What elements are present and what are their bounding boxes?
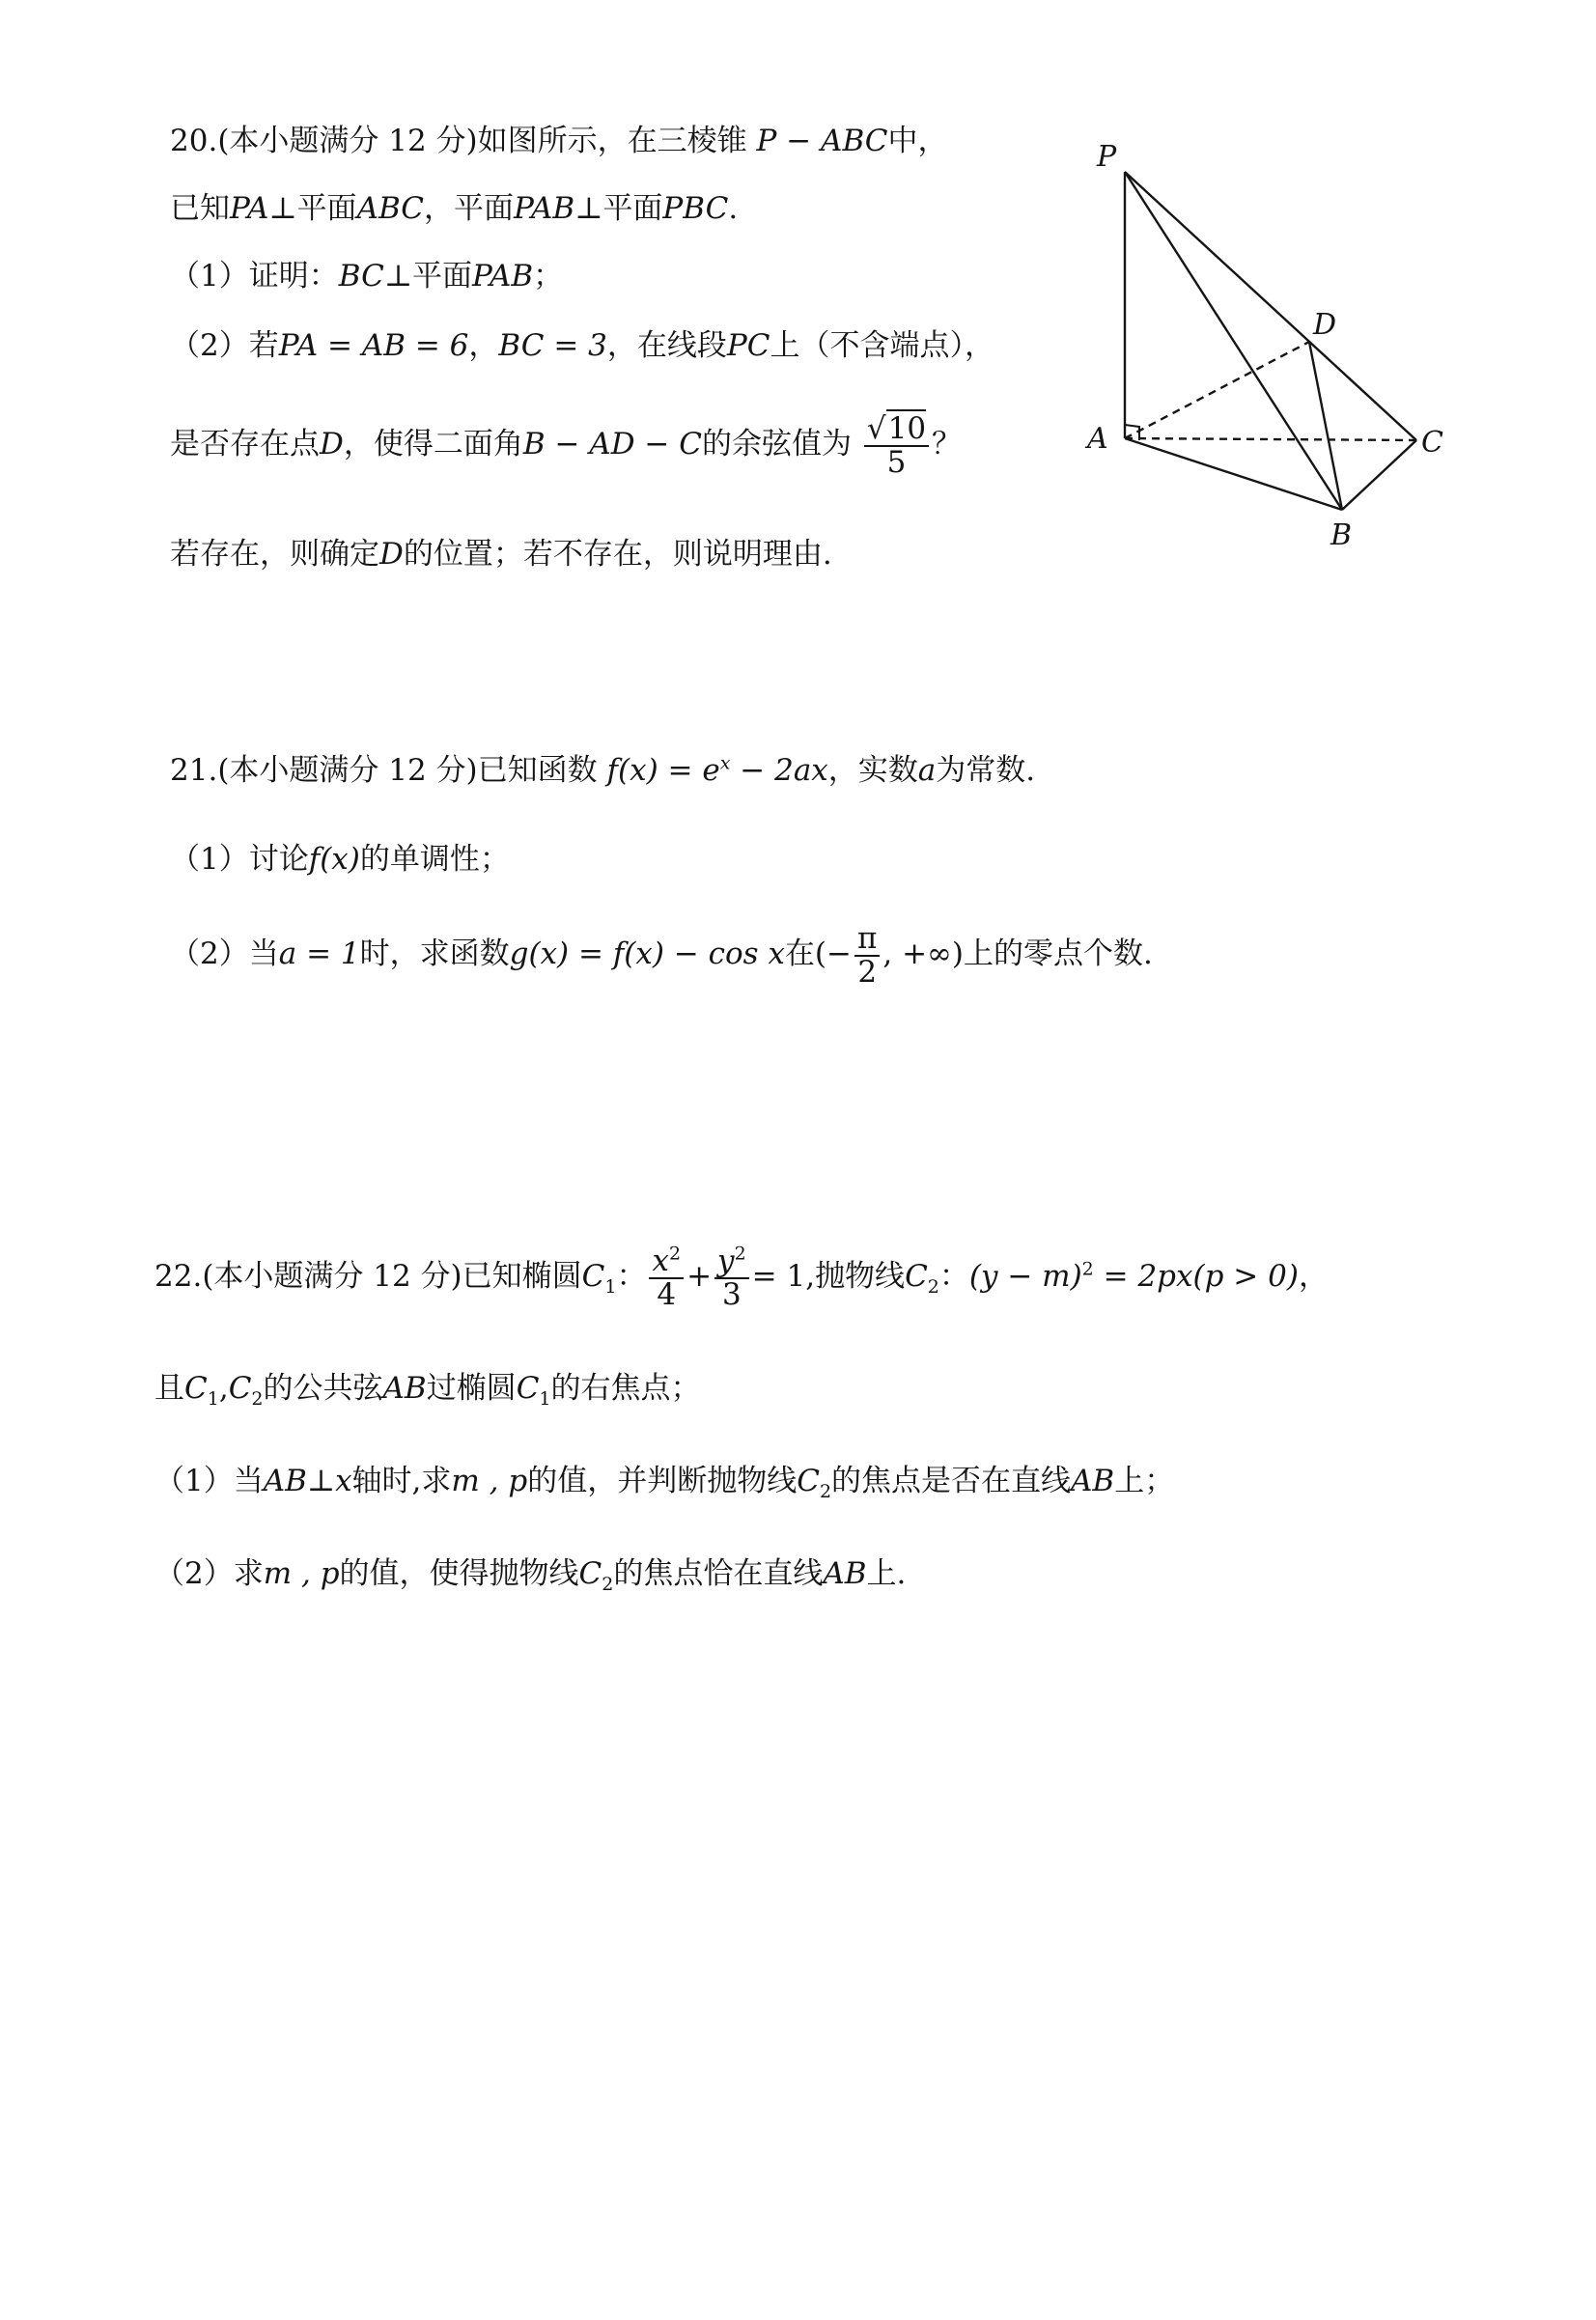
q22-math: AB: [382, 1371, 427, 1406]
q21-text: ，实数: [827, 753, 918, 788]
q20-tetra: P − ABC: [756, 124, 888, 158]
q22-math: C: [905, 1259, 928, 1295]
q20-text: ⊥平面: [574, 191, 663, 226]
edge-BC: [1342, 440, 1416, 510]
vertex-label-D: D: [1313, 308, 1337, 342]
q20-text: 若存在，则确定: [170, 537, 379, 572]
q22-text: 上.: [866, 1556, 907, 1591]
q22-sub: 2: [927, 1276, 939, 1299]
q22-math: AB: [823, 1556, 867, 1591]
q20-text: 已知: [170, 191, 230, 226]
q21-math: a = 1: [278, 936, 360, 972]
q20-text: 的位置；若不存在，则说明理由.: [403, 537, 832, 572]
q22-text: 的值，使得抛物线: [339, 1556, 579, 1591]
q22-part-2: [154, 1556, 907, 1596]
q22-frac-den: 4: [657, 1276, 677, 1312]
q21-part-1: [170, 842, 510, 878]
q20-part-2: [170, 328, 994, 364]
q20-math: BC: [338, 259, 384, 293]
q20-math: PA: [230, 191, 269, 226]
q22-text: 的焦点是否在直线: [831, 1464, 1072, 1498]
q20-number: 20.: [170, 124, 218, 158]
q22-perp: ⊥: [306, 1464, 336, 1498]
q20-line-1: [170, 124, 948, 159]
q22-part-1: [154, 1464, 1175, 1503]
q20-math: D: [320, 427, 344, 462]
q21-text: 的单调性；: [359, 842, 510, 877]
q20-math: ABC: [356, 191, 425, 226]
q21-math: f(x) = e: [606, 753, 720, 788]
q20-math: PAB: [514, 191, 575, 226]
q22-frac-x: [649, 1245, 684, 1310]
vertex-label-A: A: [1087, 422, 1108, 456]
q20-text: ；: [533, 259, 564, 293]
q21-math: , +∞): [882, 936, 964, 972]
q20-frac-num: 10: [887, 411, 927, 446]
q21-math: g(x) = f(x) − cos x: [509, 936, 785, 972]
q20-frac-den: 5: [886, 444, 907, 480]
q20-part-1: [170, 259, 563, 294]
q21-math: a: [917, 753, 937, 788]
q22-exp: 2: [734, 1243, 746, 1265]
q22-math: AB: [263, 1464, 307, 1498]
q22-math: C: [228, 1371, 252, 1406]
q20-text: .: [728, 191, 739, 226]
q22-text: ：: [938, 1259, 969, 1295]
q22-sub: 2: [602, 1574, 614, 1596]
q20-text: ，平面: [424, 191, 515, 226]
q21-frac-num: π: [854, 923, 880, 957]
q22-frac-den: 3: [721, 1276, 742, 1312]
q22-text: 轴时,求: [351, 1464, 452, 1498]
edge-AC: [1125, 438, 1416, 440]
q22-math: C: [516, 1371, 540, 1406]
q22-math: AB: [1071, 1464, 1115, 1498]
q22-text: 的右焦点；: [550, 1371, 701, 1406]
q22-frac-y: [714, 1245, 749, 1310]
q22-math: C: [578, 1556, 602, 1591]
q20-perp: ⊥: [268, 191, 297, 226]
q22-math: = 2px(p > 0): [1093, 1259, 1299, 1295]
q22-text: （1）当: [154, 1464, 264, 1498]
q22-text: 上；: [1114, 1464, 1175, 1498]
q22-math: m , p: [451, 1464, 528, 1498]
q21-text: 时，求函数: [359, 936, 510, 972]
q22-math: x: [335, 1464, 352, 1498]
q22-math: +: [686, 1259, 713, 1295]
q20-score: (本小题满分 12 分): [217, 124, 478, 158]
q22-text: （2）求: [154, 1556, 264, 1591]
q22-score: (本小题满分 12 分): [202, 1259, 462, 1295]
q22-text: 过椭圆: [426, 1371, 517, 1406]
q20-math: PBC: [662, 191, 729, 226]
q22-sub: 2: [251, 1388, 264, 1411]
vertex-label-P: P: [1097, 140, 1117, 174]
q21-score: (本小题满分 12 分): [217, 753, 478, 788]
q20-text: ⊥平面: [383, 259, 472, 293]
q22-math: C: [797, 1464, 820, 1498]
q21-text: （2）当: [170, 936, 279, 972]
vertex-label-B: B: [1330, 518, 1353, 552]
q22-sub: 2: [819, 1481, 832, 1503]
q22-math: C: [581, 1259, 605, 1295]
q21-text: 上的零点个数.: [963, 936, 1153, 972]
q21-text: 为常数.: [936, 753, 1036, 788]
q21-text: 在: [784, 936, 815, 972]
q20-text: （1）证明：: [170, 259, 339, 293]
q20-fraction: $\frac{√10}{5}$: [864, 413, 929, 478]
q22-math: y: [717, 1244, 735, 1278]
q20-math: PC: [726, 328, 770, 363]
q21-frac-den: 2: [857, 954, 878, 990]
edge-AD: [1125, 342, 1309, 438]
q20-text: ？: [932, 427, 963, 462]
q22-text: ，: [1298, 1259, 1329, 1295]
q22-math: m , p: [263, 1556, 340, 1591]
q20-text: ，使得二面角: [343, 427, 523, 462]
q20-math: PA = AB = 6: [278, 328, 469, 363]
q22-exp: 2: [1081, 1258, 1094, 1280]
q21-fraction: [854, 923, 880, 988]
q22-math: ,: [218, 1371, 229, 1406]
q22-sub: 1: [604, 1276, 617, 1299]
q22-number: 22.: [154, 1259, 203, 1295]
tetrahedron-figure: [1081, 135, 1468, 560]
q22-exp: 2: [668, 1243, 682, 1265]
q21-text: （1）讨论: [170, 842, 309, 877]
q22-math: x: [652, 1244, 669, 1278]
q21-line-1: [170, 753, 1035, 789]
q20-text: 如图所示，在三棱锥: [477, 124, 747, 158]
q22-text: 抛物线: [815, 1259, 906, 1295]
q20-text: ，: [468, 328, 499, 363]
q20-math: BC = 3: [498, 328, 607, 363]
q22-text: 的值，并判断抛物线: [527, 1464, 798, 1498]
q20-text: 的余弦值为: [701, 427, 852, 462]
q22-line-2: [154, 1371, 701, 1411]
q21-exp: x: [719, 752, 731, 774]
q20-line-5: [170, 413, 962, 478]
q20-line-6: [170, 537, 832, 573]
q21-number: 21.: [170, 753, 218, 788]
q22-text: 已知椭圆: [462, 1259, 582, 1295]
q21-math: f(x): [308, 842, 360, 877]
q20-text: 平面: [296, 191, 357, 226]
q20-text: 中，: [887, 124, 948, 158]
q20-math: B − AD − C: [522, 427, 702, 462]
q20-text: 上（不含端点），: [770, 328, 994, 363]
q22-text: 的公共弦: [263, 1371, 383, 1406]
vertex-label-C: C: [1421, 426, 1443, 460]
q20-text: （2）若: [170, 328, 279, 363]
q22-line-1: [154, 1245, 1329, 1310]
q22-sub: 1: [539, 1388, 551, 1411]
q22-text: 的焦点恰在直线: [613, 1556, 824, 1591]
q20-math: D: [379, 537, 404, 572]
q21-part-2: [170, 923, 1153, 988]
q22-sub: 1: [207, 1388, 219, 1411]
q20-math: PAB: [471, 259, 534, 293]
q22-math: = 1,: [751, 1259, 816, 1295]
q21-math: (−: [814, 936, 852, 972]
q22-math: C: [184, 1371, 208, 1406]
q22-text: ：: [616, 1259, 647, 1295]
q20-line-2: [170, 191, 738, 227]
q22-text: 且: [154, 1371, 184, 1406]
q21-math: − 2ax: [730, 753, 828, 788]
q20-text: ，在线段: [606, 328, 727, 363]
q20-text: 是否存在点: [170, 427, 320, 462]
q22-math: (y − m): [968, 1259, 1082, 1295]
q21-text: 已知函数: [477, 753, 598, 788]
edge-AB: [1125, 438, 1342, 510]
